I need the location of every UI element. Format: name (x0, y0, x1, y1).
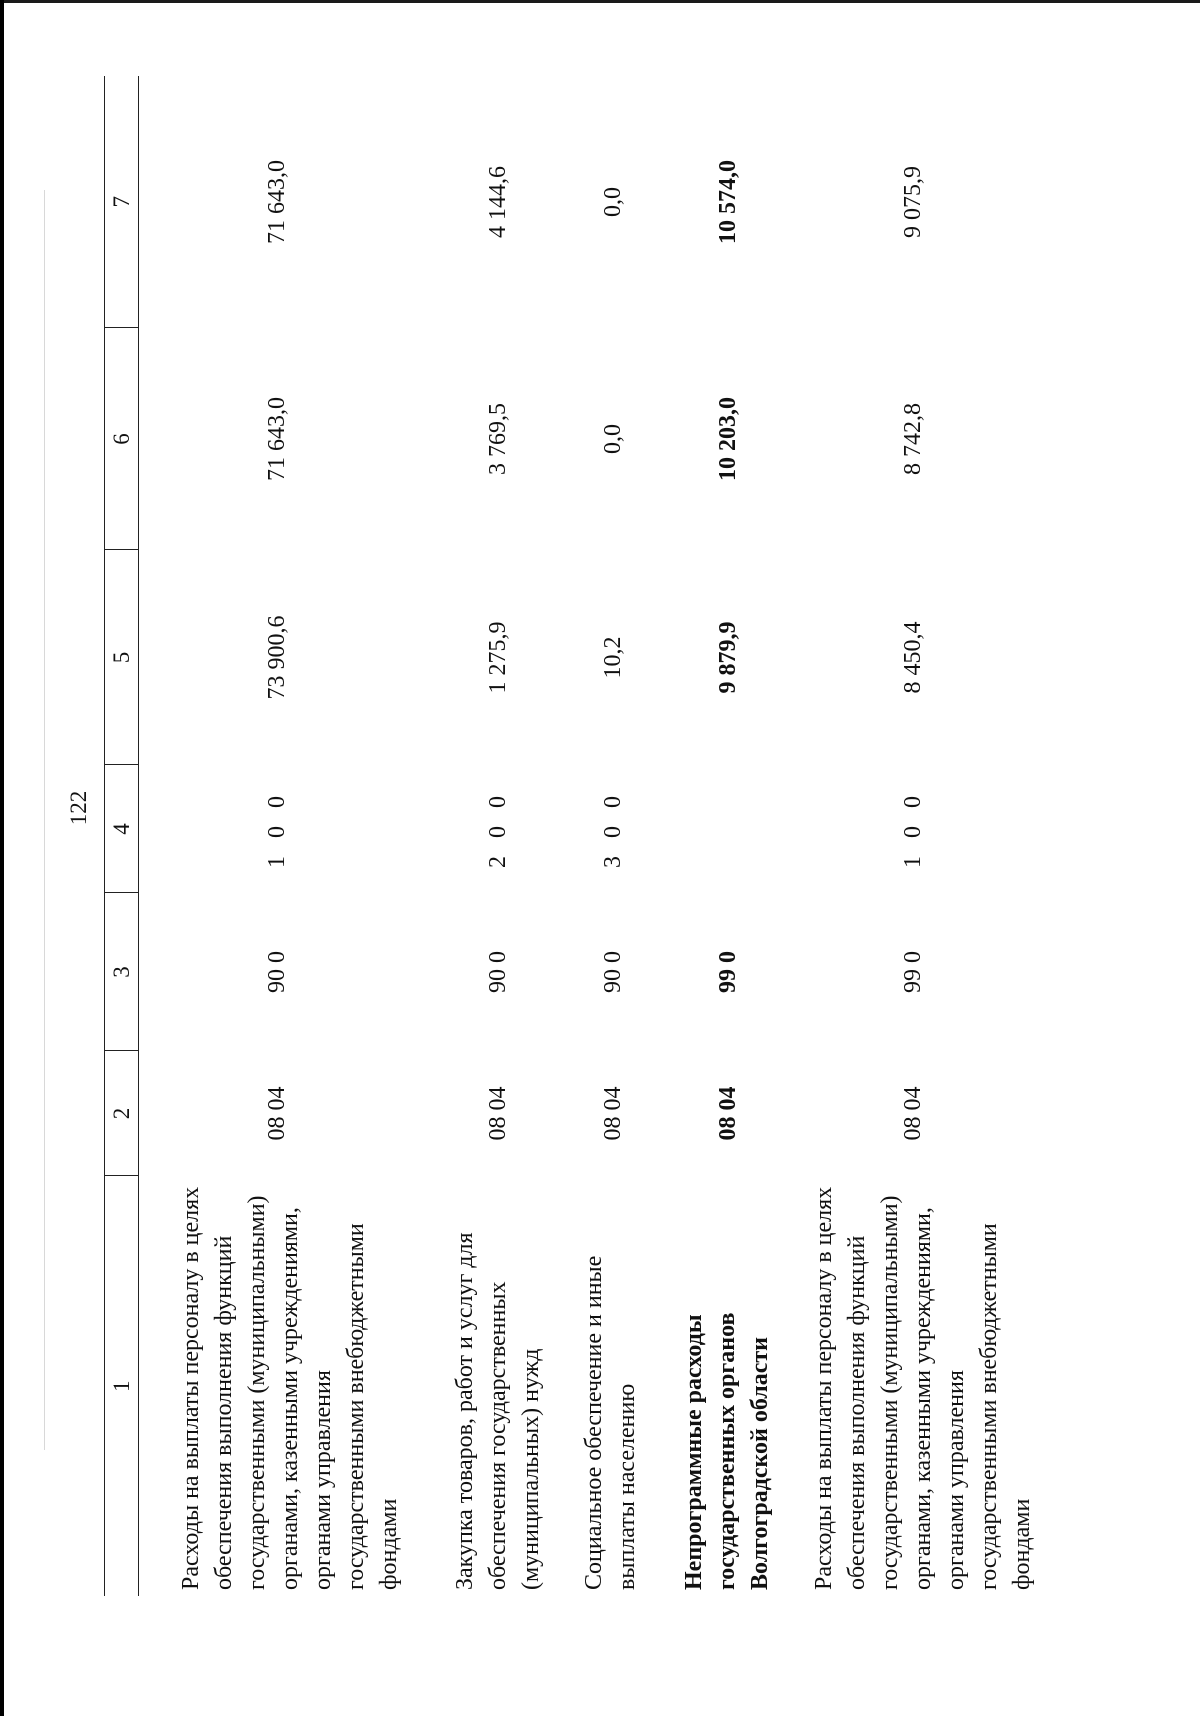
amount-col6: 71 643,0 (263, 397, 290, 481)
amount-col6: 0,0 (599, 424, 626, 454)
expense-type-code: 1 0 0 (899, 790, 926, 868)
expense-type-code: 2 0 0 (485, 790, 511, 868)
header-row (105, 76, 139, 1596)
table-row (139, 76, 416, 1596)
table-row (778, 76, 1048, 1596)
header-cell-5: 5 (105, 550, 139, 765)
amount-col7: 10 574,0 (714, 160, 741, 244)
row-name: Расходы на выплаты персоналу в целях обеспечения выполнения функций государственными (муниципальными) органами, казенными учреждениями, органами управления государственными внебюджетными фондами (811, 1186, 1035, 1590)
table-row (415, 76, 548, 1596)
page-number: 122 (66, 790, 91, 826)
target-code: 99 0 (714, 951, 741, 993)
expense-type-code (648, 765, 778, 893)
target-code: 99 0 (899, 951, 926, 993)
amount-col5: 8 450,4 (899, 621, 926, 694)
header-cell-3: 3 (105, 893, 139, 1051)
header-cell-1: 1 (105, 1176, 139, 1596)
header-cell-7: 7 (105, 76, 139, 328)
amount-col5: 9 879,9 (714, 621, 741, 694)
section-code: 08 04 (899, 1086, 926, 1141)
table-row (648, 76, 778, 1596)
expense-type-code: 1 0 0 (263, 790, 290, 868)
header-cell-4: 4 (105, 765, 139, 893)
budget-table (104, 76, 1048, 1596)
expense-type-code: 3 0 0 (599, 790, 626, 868)
row-name: Расходы на выплаты персоналу в целях обеспечения выполнения функций государственными (муниципальными) органами, казенными учреждениями, органами управления государственными внебюджетными фондами (178, 1186, 402, 1590)
amount-col5: 1 275,9 (485, 621, 511, 694)
header-cell-2: 2 (105, 1051, 139, 1176)
target-code: 90 0 (263, 951, 290, 993)
section-code: 08 04 (485, 1086, 511, 1141)
table-row (548, 76, 648, 1596)
row-name: Социальное обеспечение и иные выплаты населению (581, 1255, 640, 1590)
amount-col6: 8 742,8 (899, 403, 926, 475)
section-code: 08 04 (263, 1086, 290, 1141)
header-cell-6: 6 (105, 328, 139, 550)
amount-col6: 10 203,0 (714, 397, 741, 481)
row-name: Закупка товаров, работ и услуг для обеспечения государственных (муниципальных) нужд (452, 1232, 544, 1590)
amount-col7: 0,0 (599, 187, 626, 217)
section-code: 08 04 (599, 1086, 626, 1141)
target-code: 90 0 (599, 951, 626, 993)
amount-col6: 3 769,5 (485, 403, 511, 475)
row-name: Непрограммные расходы государственных органов Волгоградской области (681, 1312, 773, 1590)
amount-col5: 73 900,6 (263, 615, 290, 700)
amount-col7: 9 075,9 (899, 166, 926, 238)
target-code: 90 0 (485, 951, 511, 993)
amount-col5: 10,2 (599, 636, 626, 679)
amount-col7: 4 144,6 (485, 166, 511, 238)
amount-col7: 71 643,0 (263, 160, 290, 244)
section-code: 08 04 (714, 1086, 741, 1141)
